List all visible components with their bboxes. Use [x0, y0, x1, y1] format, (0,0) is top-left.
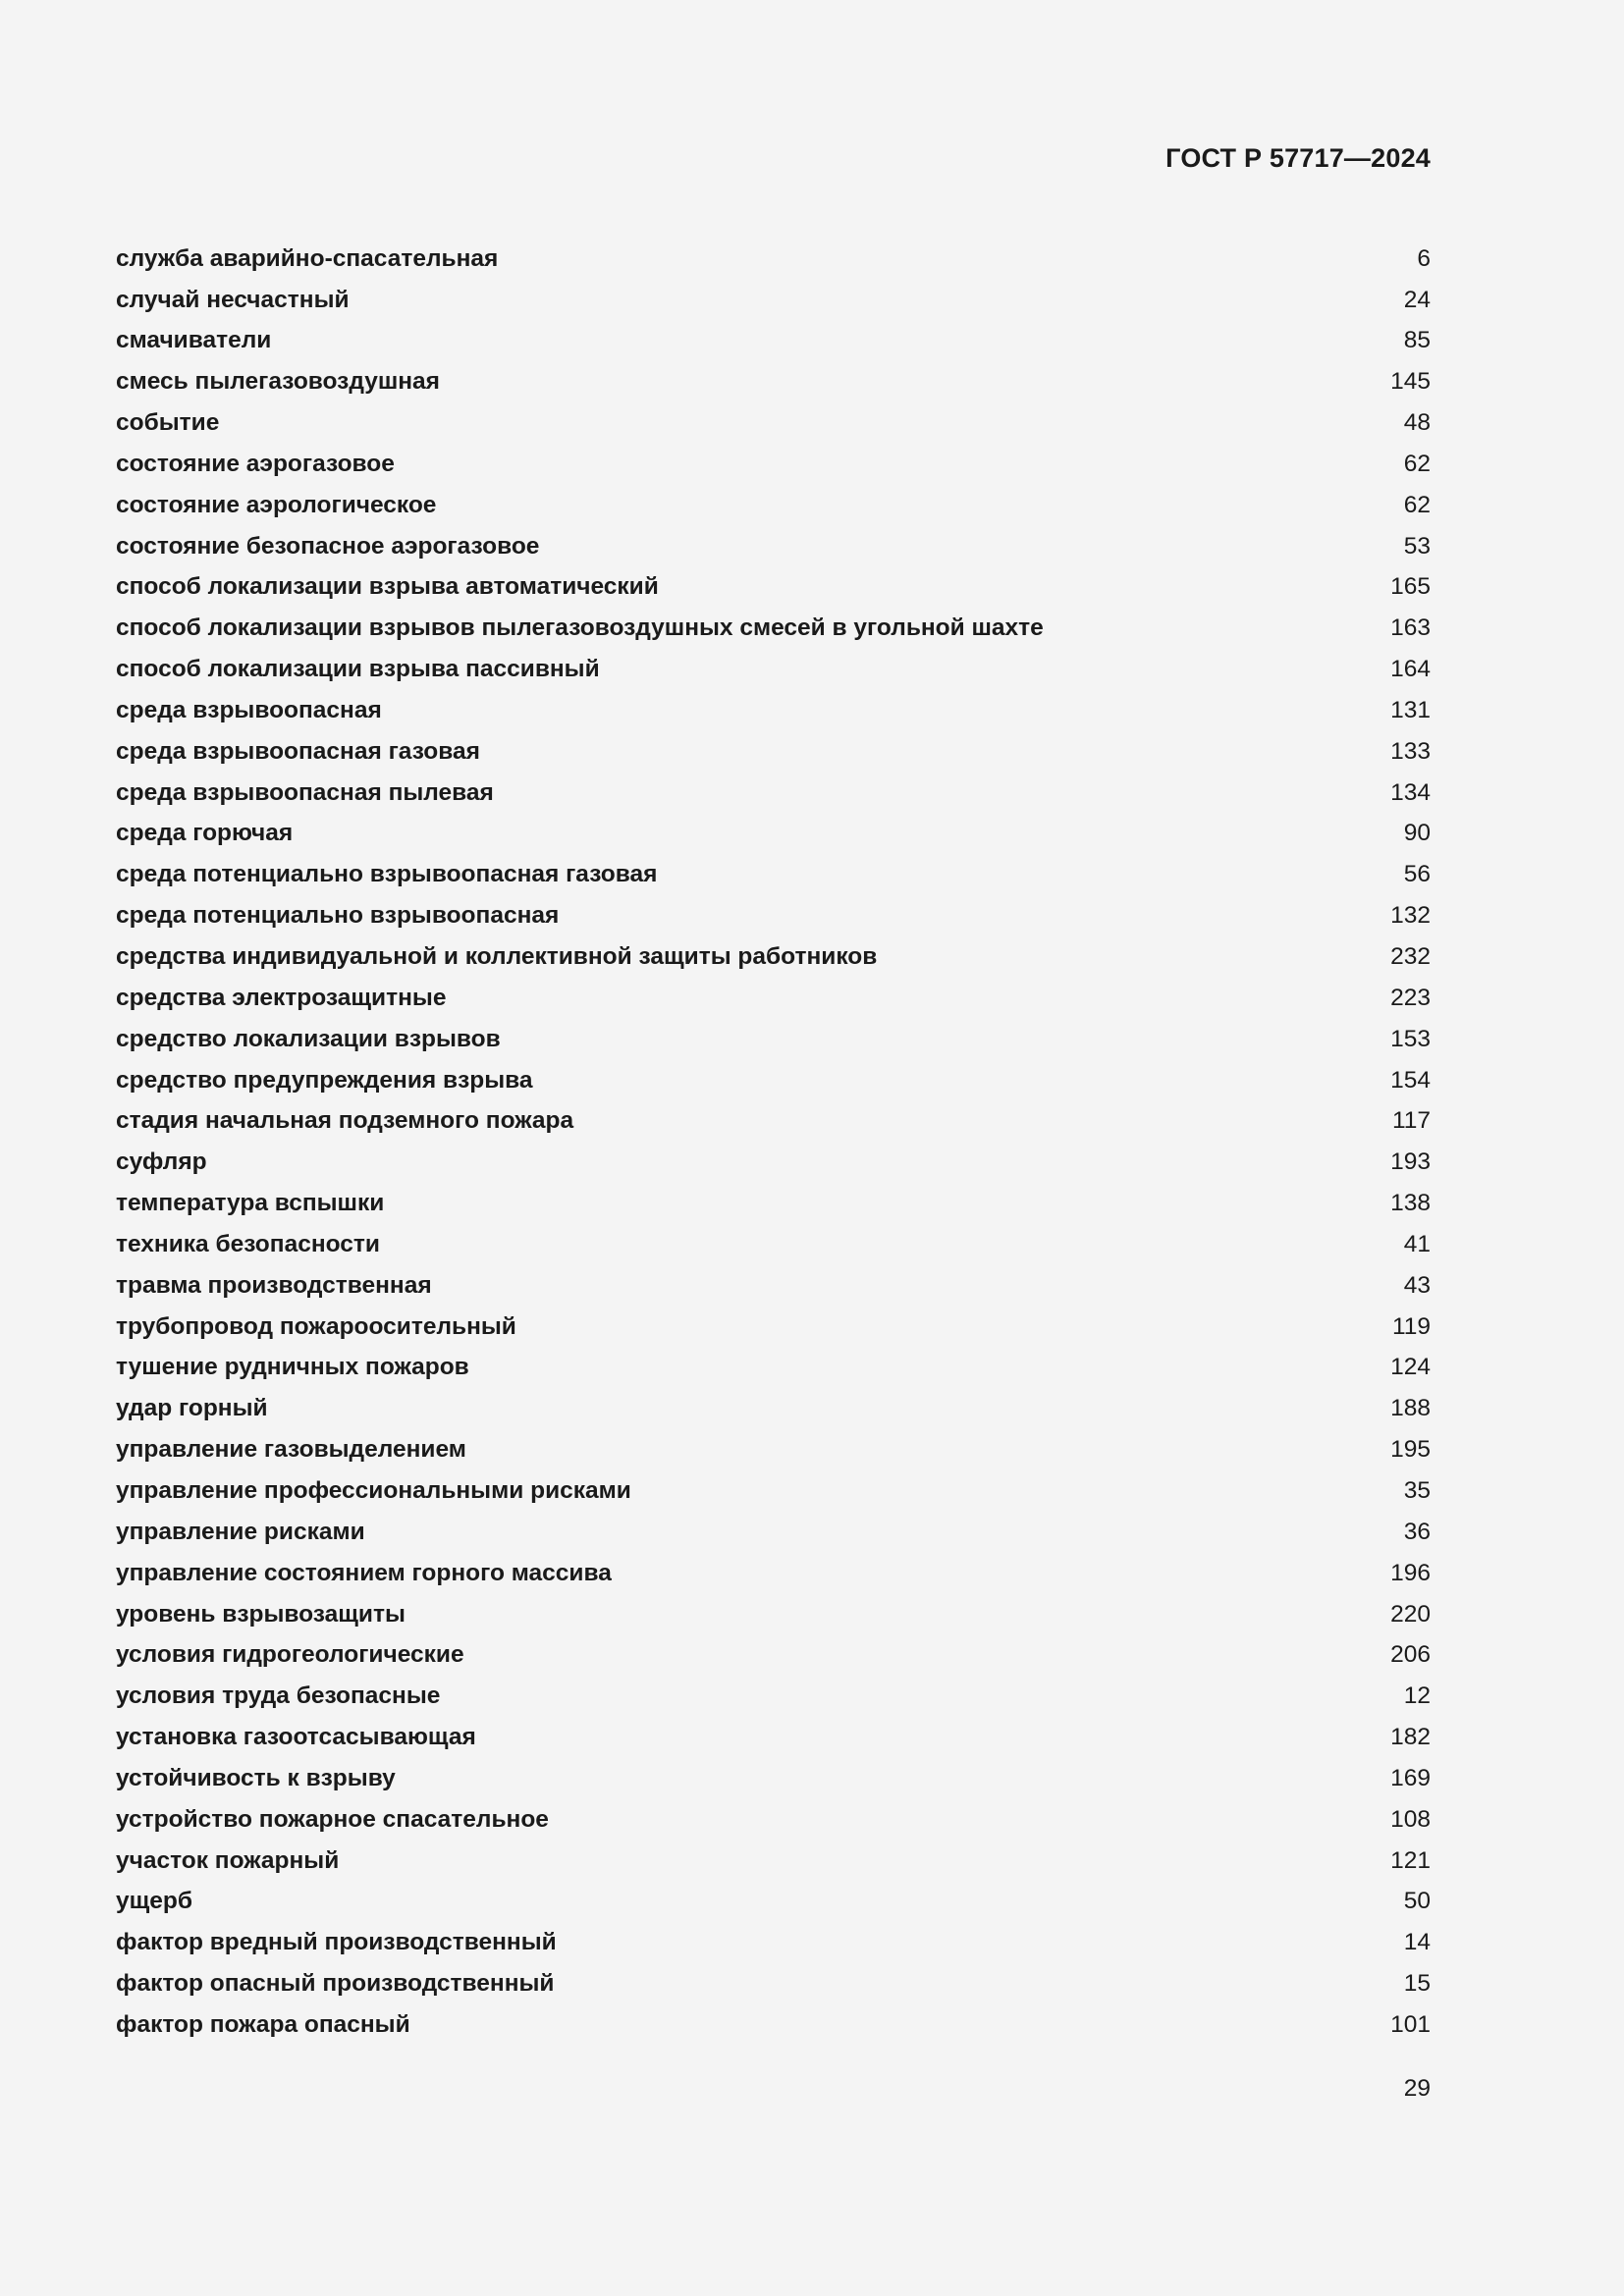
index-reference-number: 14 — [1403, 1929, 1431, 1956]
index-reference-number: 50 — [1403, 1888, 1431, 1915]
index-reference-number: 220 — [1390, 1600, 1431, 1628]
index-term: способ локализации взрыва пассивный — [116, 656, 600, 683]
index-reference-number: 133 — [1390, 737, 1431, 765]
index-entry — [116, 978, 1431, 1019]
index-term: управление рисками — [116, 1518, 365, 1545]
index-term: событие — [116, 409, 220, 437]
index-entry — [116, 1019, 1431, 1060]
index-reference-number: 24 — [1403, 286, 1431, 313]
index-entry — [116, 1470, 1431, 1512]
index-entry — [116, 2004, 1431, 2046]
index-term: средство локализации взрывов — [116, 1025, 501, 1052]
index-reference-number: 169 — [1390, 1764, 1431, 1791]
index-entry — [116, 1060, 1431, 1101]
index-term: фактор пожара опасный — [116, 2010, 410, 2038]
index-entry — [116, 690, 1431, 731]
index-entry — [116, 855, 1431, 896]
index-term: способ локализации взрыва автоматический — [116, 573, 659, 601]
index-reference-number: 41 — [1403, 1230, 1431, 1257]
index-entry — [116, 485, 1431, 526]
index-entry — [116, 362, 1431, 403]
index-term: состояние безопасное аэрогазовое — [116, 532, 540, 560]
index-entry — [116, 773, 1431, 814]
index-reference-number: 6 — [1417, 244, 1431, 272]
index-term: травма производственная — [116, 1271, 432, 1299]
index-entry — [116, 936, 1431, 978]
index-term: удар горный — [116, 1395, 268, 1422]
index-reference-number: 164 — [1390, 656, 1431, 683]
index-entry — [116, 526, 1431, 567]
index-reference-number: 56 — [1403, 861, 1431, 888]
index-term: среда взрывоопасная — [116, 696, 382, 723]
index-reference-number: 121 — [1390, 1846, 1431, 1874]
index-entry — [116, 731, 1431, 773]
index-entry — [116, 1677, 1431, 1718]
index-term: управление состоянием горного массива — [116, 1559, 612, 1586]
index-term: тушение рудничных пожаров — [116, 1354, 469, 1381]
index-term: способ локализации взрывов пылегазовоздушных смесей в угольной шахте — [116, 614, 1044, 642]
index-reference-number: 12 — [1403, 1682, 1431, 1710]
index-entry — [116, 239, 1431, 280]
index-entry — [116, 1224, 1431, 1265]
index-term: средства индивидуальной и коллективной защиты работников — [116, 943, 878, 971]
index-reference-number: 195 — [1390, 1436, 1431, 1464]
index-entry — [116, 609, 1431, 650]
index-term: средство предупреждения взрыва — [116, 1066, 533, 1094]
index-term: служба аварийно-спасательная — [116, 244, 499, 272]
index-term: состояние аэрогазовое — [116, 450, 395, 477]
index-reference-number: 163 — [1390, 614, 1431, 642]
index-reference-number: 138 — [1390, 1190, 1431, 1217]
index-reference-number: 119 — [1391, 1312, 1431, 1340]
index-entry — [116, 1348, 1431, 1389]
index-entry — [116, 567, 1431, 609]
index-entry — [116, 1429, 1431, 1470]
index-term: среда горючая — [116, 820, 294, 847]
page-number: 29 — [1403, 2075, 1431, 2102]
index-term: смесь пылегазовоздушная — [116, 368, 440, 396]
index-reference-number: 165 — [1390, 573, 1431, 601]
index-entry — [116, 321, 1431, 362]
document-code-header: ГОСТ Р 57717—2024 — [1165, 143, 1431, 173]
index-term: уровень взрывозащиты — [116, 1600, 406, 1628]
index-reference-number: 35 — [1403, 1476, 1431, 1504]
index-reference-number: 36 — [1403, 1518, 1431, 1545]
index-reference-number: 206 — [1390, 1641, 1431, 1669]
index-reference-number: 145 — [1390, 368, 1431, 396]
index-term: среда взрывоопасная газовая — [116, 737, 480, 765]
index-term: состояние аэрологическое — [116, 491, 437, 518]
index-entry — [116, 1183, 1431, 1224]
index-entry — [116, 1635, 1431, 1677]
index-entry — [116, 1594, 1431, 1635]
index-entry — [116, 1265, 1431, 1307]
index-term: устройство пожарное спасательное — [116, 1805, 549, 1833]
index-entry — [116, 814, 1431, 855]
index-reference-number: 193 — [1390, 1148, 1431, 1176]
index-reference-number: 101 — [1390, 2010, 1431, 2038]
index-reference-number: 196 — [1390, 1559, 1431, 1586]
index-reference-number: 232 — [1390, 943, 1431, 971]
index-entry — [116, 1717, 1431, 1758]
index-entry — [116, 1389, 1431, 1430]
index-reference-number: 188 — [1390, 1395, 1431, 1422]
index-entry — [116, 1963, 1431, 2004]
index-reference-number: 43 — [1403, 1271, 1431, 1299]
index-term: среда потенциально взрывоопасная — [116, 902, 560, 930]
index-term: температура вспышки — [116, 1190, 385, 1217]
index-entry — [116, 1307, 1431, 1348]
index-term: условия гидрогеологические — [116, 1641, 464, 1669]
index-entry — [116, 1882, 1431, 1923]
index-term: фактор опасный производственный — [116, 1970, 555, 1998]
index-term: условия труда безопасные — [116, 1682, 441, 1710]
index-reference-number: 153 — [1390, 1025, 1431, 1052]
index-entry — [116, 1143, 1431, 1184]
index-reference-number: 134 — [1390, 778, 1431, 806]
index-entry — [116, 1841, 1431, 1882]
index-reference-number: 15 — [1403, 1970, 1431, 1998]
index-reference-number: 62 — [1403, 491, 1431, 518]
alphabetical-index — [116, 239, 1431, 2046]
index-reference-number: 48 — [1403, 409, 1431, 437]
index-term: стадия начальная подземного пожара — [116, 1107, 574, 1135]
index-entry — [116, 402, 1431, 444]
index-term: управление профессиональными рисками — [116, 1476, 631, 1504]
index-term: ущерб — [116, 1888, 193, 1915]
index-entry — [116, 649, 1431, 690]
index-reference-number: 223 — [1390, 984, 1431, 1011]
index-reference-number: 132 — [1390, 902, 1431, 930]
index-term: управление газовыделением — [116, 1436, 466, 1464]
index-term: участок пожарный — [116, 1846, 340, 1874]
index-entry — [116, 1799, 1431, 1841]
index-term: смачиватели — [116, 327, 272, 354]
index-term: установка газоотсасывающая — [116, 1724, 476, 1751]
index-entry — [116, 1923, 1431, 1964]
index-term: случай несчастный — [116, 286, 350, 313]
index-reference-number: 154 — [1390, 1066, 1431, 1094]
index-entry — [116, 280, 1431, 321]
index-term: среда взрывоопасная пылевая — [116, 778, 494, 806]
index-term: суфляр — [116, 1148, 207, 1176]
index-entry — [116, 1553, 1431, 1594]
index-reference-number: 182 — [1390, 1724, 1431, 1751]
index-entry — [116, 896, 1431, 937]
index-reference-number: 90 — [1403, 820, 1431, 847]
index-term: устойчивость к взрыву — [116, 1764, 396, 1791]
index-entry — [116, 1512, 1431, 1553]
index-reference-number: 124 — [1390, 1354, 1431, 1381]
index-term: фактор вредный производственный — [116, 1929, 557, 1956]
index-entry — [116, 1758, 1431, 1799]
index-reference-number: 108 — [1390, 1805, 1431, 1833]
index-reference-number: 131 — [1390, 696, 1431, 723]
index-term: техника безопасности — [116, 1230, 380, 1257]
index-term: средства электрозащитные — [116, 984, 447, 1011]
index-reference-number: 85 — [1403, 327, 1431, 354]
index-term: трубопровод пожароосительный — [116, 1312, 516, 1340]
index-entry — [116, 1101, 1431, 1143]
index-reference-number: 62 — [1403, 450, 1431, 477]
index-term: среда потенциально взрывоопасная газовая — [116, 861, 658, 888]
index-reference-number: 117 — [1391, 1107, 1431, 1135]
index-entry — [116, 444, 1431, 485]
index-reference-number: 53 — [1403, 532, 1431, 560]
